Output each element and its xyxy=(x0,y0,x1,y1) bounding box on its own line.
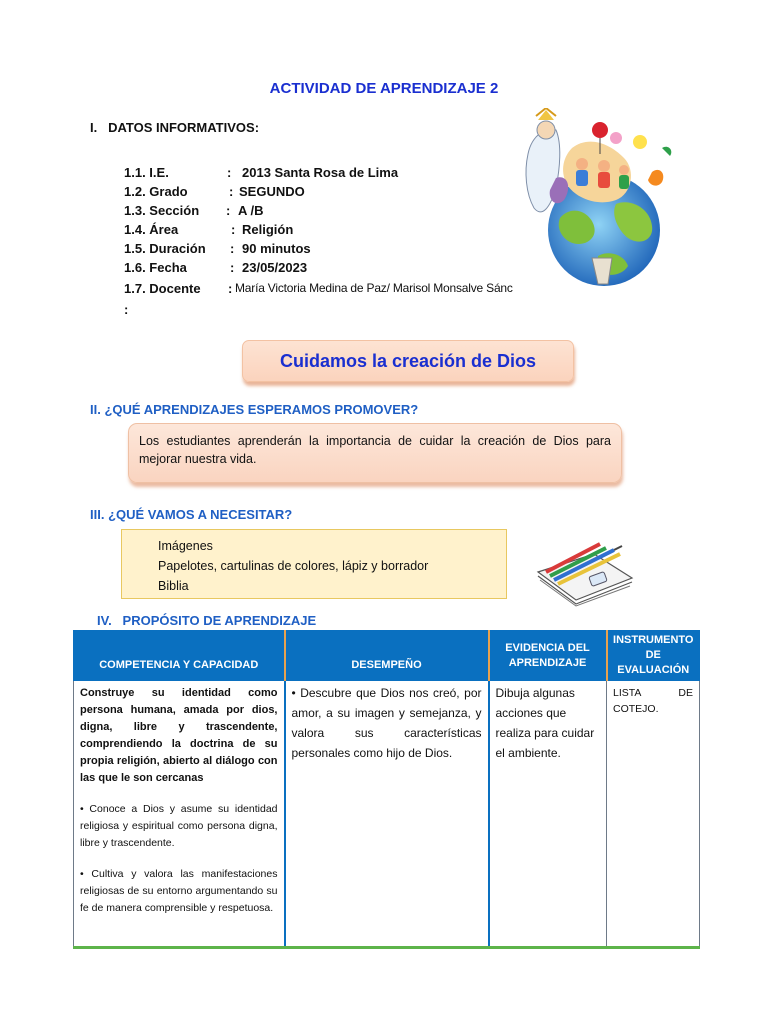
info-label: 1.3. Sección xyxy=(124,203,200,218)
info-colon: : xyxy=(229,184,234,199)
info-label: 1.2. Grado xyxy=(124,184,188,199)
instrumento-text: LISTA DE COTEJO. xyxy=(613,687,693,715)
learning-goal-box: Los estudiantes aprenderán la importancia de cuidar la creación de Dios para mejorar nuestra vida. xyxy=(128,423,622,483)
info-value: A /B xyxy=(238,203,264,218)
info-value: María Victoria Medina de Paz/ Marisol Monsalve Sánc xyxy=(235,281,513,295)
info-label: 1.1. I.E. xyxy=(124,165,169,180)
info-label: 1.4. Área xyxy=(124,222,179,237)
desempeno-cell xyxy=(285,681,489,947)
evidencia-cell xyxy=(489,681,607,947)
info-label: 1.5. Duración xyxy=(124,241,206,256)
desempeno-text: • Descubre que Dios nos creó, por amor, a su imagen y semejanza, y valora sus características personales como hijo de Dios. xyxy=(291,686,482,760)
column-header: INSTRUMENTO DE EVALUACIÓN xyxy=(607,630,700,681)
column-header: EVIDENCIA DEL APRENDIZAJE xyxy=(489,630,607,681)
capacidad-item: • Conoce a Dios y asume su identidad religiosa y espiritual como persona digna, libre y trascendente. xyxy=(80,803,278,849)
info-label: 1.7. Docente xyxy=(124,281,201,296)
table-row xyxy=(74,681,700,947)
capacidad-item: • Cultiva y valora las manifestaciones religiosas de su entorno argumentando su fe de manera comprensible y respetuosa. xyxy=(80,868,278,914)
section-proposito xyxy=(97,613,316,628)
info-value: 2013 Santa Rosa de Lima xyxy=(242,165,399,180)
competencia-cell xyxy=(74,681,285,947)
info-value: SEGUNDO xyxy=(239,184,305,199)
section-number: II. xyxy=(90,402,101,417)
papers-pencils-illustration xyxy=(532,526,636,608)
materials-box xyxy=(121,529,507,599)
info-value: 90 minutos xyxy=(242,241,311,256)
section-label: ¿QUÉ VAMOS A NECESITAR? xyxy=(108,507,293,522)
material-item: Imágenes xyxy=(158,539,213,553)
section-label: ¿QUÉ APRENDIZAJES ESPERAMOS PROMOVER? xyxy=(104,402,419,417)
info-colon: : xyxy=(227,165,232,180)
section-label: DATOS INFORMATIVOS: xyxy=(108,120,260,135)
material-item: Biblia xyxy=(158,579,189,593)
section-necesitar xyxy=(90,507,292,522)
section-datos-informativos xyxy=(90,120,259,135)
section-label: PROPÓSITO DE APRENDIZAJE xyxy=(122,613,317,628)
section-aprendizajes xyxy=(90,402,418,417)
section-number: I. xyxy=(90,120,98,135)
info-colon: : xyxy=(230,241,235,256)
section-number: III. xyxy=(90,507,105,522)
learning-purpose-table xyxy=(73,630,700,949)
info-colon: : xyxy=(231,222,236,237)
info-label: 1.6. Fecha xyxy=(124,260,187,275)
info-value: 23/05/2023 xyxy=(242,260,308,275)
material-item: Papelotes, cartulinas de colores, lápiz y borrador xyxy=(158,559,429,573)
table-header-row xyxy=(74,630,700,681)
section-number: IV. xyxy=(97,613,112,628)
column-header: COMPETENCIA Y CAPACIDAD xyxy=(74,630,285,681)
info-colon: : xyxy=(230,260,235,275)
column-header: DESEMPEÑO xyxy=(285,630,489,681)
creation-world-illustration xyxy=(512,108,676,286)
info-colon: : xyxy=(228,281,233,296)
page-title: ACTIVIDAD DE APRENDIZAJE 2 xyxy=(269,80,499,97)
activity-title-banner: Cuidamos la creación de Dios xyxy=(242,340,574,382)
instrumento-cell xyxy=(607,681,700,947)
competencia-text: Construye su identidad como persona humana, amada por dios, digna, libre y trascendente, comprendiendo la doctrina de su propia religión, abierto al diálogo con las que le son cercanas xyxy=(80,687,278,784)
info-value: Religión xyxy=(242,222,294,237)
evidencia-text: Dibuja algunas acciones que realiza para cuidar el ambiente. xyxy=(495,686,595,760)
info-colon: : xyxy=(226,203,231,218)
